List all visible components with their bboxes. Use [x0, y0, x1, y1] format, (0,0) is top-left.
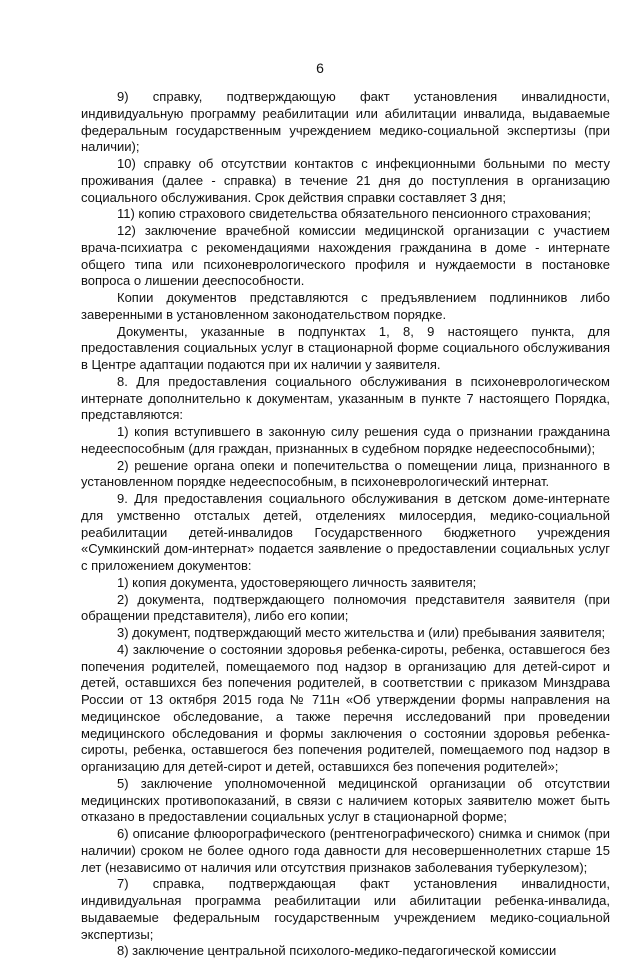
paragraph-item-10-contact-certificate: 10) справку об отсутствии контактов с инфекционными больными по месту проживания (далее - справка) в течение 21 дня до поступления в организацию социального обслуживания. Срок действия справки составляет 3 дня; — [81, 156, 610, 205]
document-body — [81, 89, 610, 960]
paragraph-section-9-item-3: 3) документ, подтверждающий место жительства и (или) пребывания заявителя; — [117, 625, 606, 640]
paragraph-section-9-item-5: 5) заключение уполномоченной медицинской организации об отсутствии медицинских противопоказаний, в связи с наличием которых заявителю может быть отказано в предоставлении социальных услуг в стационарной форме; — [81, 775, 610, 825]
paragraph-item-11-insurance-copy: 11) копию страхового свидетельства обязательного пенсионного страхования; — [117, 206, 591, 222]
paragraph-copies-note: Копии документов представляются с предъявлением подлинников либо заверенными в установленном законодательством порядке. — [81, 290, 610, 322]
paragraph-section-9-item-8: 8) заключение центральной психолого-медико-педагогической комиссии — [117, 943, 557, 959]
paragraph-section-9-item-6: 6) описание флюорографического (рентгенографического) снимка и снимок (при наличии) сроком не более одного года давности для несовершеннолетних старше 15 лет (независимо от наличия или отсутствия признаков заболевания туберкулезом); — [81, 826, 610, 875]
paragraph-documents-note: Документы, указанные в подпунктах 1, 8, 9 настоящего пункта, для предоставления социальных услуг в стационарной форме социального обслуживания в Центре адаптации подаются при их наличии у заявителя. — [81, 323, 610, 372]
paragraph-item-12-medical-commission: 12) заключение врачебной комиссии медицинской организации с участием врача-психиатра с рекомендациями нахождения гражданина в доме - интернате общего типа или психоневрологического профиля и нуждаемости в постановке вопроса о лишении дееспособности. — [81, 223, 610, 289]
paragraph-section-9-item-2: 2) документа, подтверждающего полномочия представителя заявителя (при обращении представителя), либо его копии; — [81, 591, 610, 624]
paragraph-section-9-item-7: 7) справка, подтверждающая факт установления инвалидности, индивидуальная программа реабилитации или абилитации ребенка-инвалида, выдаваемые федеральным государственным учреждением медико-социальной экспертизы; — [81, 876, 610, 942]
paragraph-section-8-item-1: 1) копия вступившего в законную силу решения суда о признании гражданина недееспособным (для граждан, признанных в судебном порядке недееспособными); — [81, 424, 610, 456]
paragraph-section-9-item-4: 4) заключение о состоянии здоровья ребенка-сироты, ребенка, оставшегося без попечения родителей, помещаемого под надзор в организацию для детей-сирот и детей, оставшихся без попечения родителей, в соответствии с приказом Минздрава России от 13 октября 2015 года № 711н «Об утверждении формы направления на медицинское обследование, а также перечня исследований при проведении медицинского обследования и формы заключения о состоянии здоровья ребенка-сироты, ребенка, оставшегося без попечения родителей, помещаемого под надзор в организацию для детей-сирот и детей, оставшихся без попечения родителей»; — [81, 641, 610, 774]
paragraph-item-9-disability-certificate: 9) справку, подтверждающую факт установления инвалидности, индивидуальную программу реабилитации или абилитации инвалида, выдаваемые федеральным государственным учреждением медико-социальной экспертизы (при наличии); — [81, 89, 610, 155]
page-number: 6 — [316, 60, 324, 76]
paragraph-section-9-item-1: 1) копия документа, удостоверяющего личность заявителя; — [117, 574, 477, 590]
paragraph-section-8-item-2: 2) решение органа опеки и попечительства о помещении лица, признанного в установленном порядке недееспособным, в психоневрологический интернат. — [81, 457, 610, 490]
paragraph-section-9: 9. Для предоставления социального обслуживания в детском доме-интернате для умственно отсталых детей, отделениях милосердия, медико-социальной реабилитации детей-инвалидов Государственного бюджетного учреждения «Сумкинский дом-интернат» подается заявление о предоставлении социальных услуг с приложением документов: — [81, 491, 610, 573]
paragraph-section-8: 8. Для предоставления социального обслуживания в психоневрологическом интернате дополнительно к документам, указанным в пункте 7 настоящего Порядка, представляются: — [81, 373, 610, 423]
